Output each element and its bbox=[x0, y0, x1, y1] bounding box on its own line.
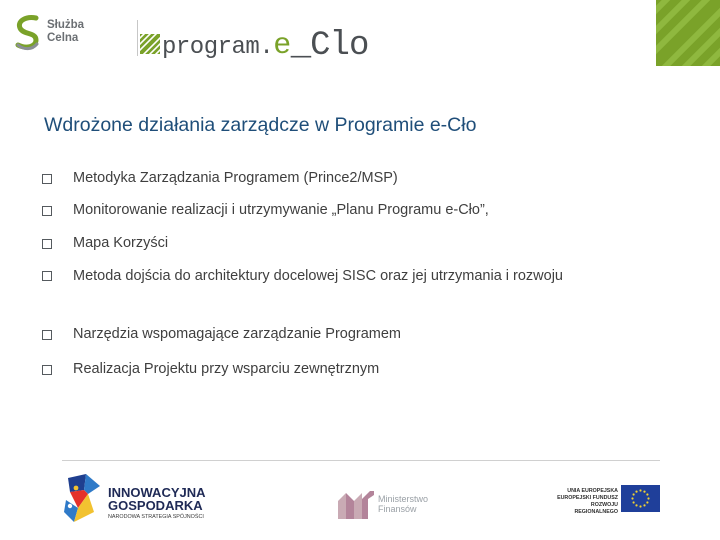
bullet-text: Mapa Korzyści bbox=[73, 235, 169, 251]
bullet-item bbox=[42, 361, 652, 378]
customs-service-name bbox=[47, 19, 84, 45]
bullet-item bbox=[42, 326, 652, 361]
striped-square-icon bbox=[140, 34, 160, 54]
customs-name-line2: Celna bbox=[47, 32, 79, 44]
bullet-list bbox=[42, 164, 652, 378]
program-logo-text bbox=[162, 26, 368, 64]
ministry-name-line1: Ministerstwo bbox=[378, 494, 429, 504]
eu-flag-icon bbox=[621, 485, 660, 512]
footer-divider bbox=[62, 460, 660, 461]
innovative-economy-name bbox=[108, 486, 206, 512]
customs-emblem-icon bbox=[14, 14, 44, 54]
square-bullet-icon bbox=[42, 174, 52, 184]
bullet-item bbox=[42, 262, 652, 325]
bullet-text: Metoda dojścia do architektury docelowej SISC oraz jej utrzymania i rozwoju bbox=[73, 268, 563, 284]
square-bullet-icon bbox=[42, 365, 52, 375]
innovative-economy-logo bbox=[64, 472, 232, 526]
customs-name-line1: Służba bbox=[47, 19, 85, 31]
slide-header bbox=[0, 0, 720, 72]
program-logo-prefix: program. bbox=[162, 34, 274, 61]
program-logo-clo: _Clo bbox=[290, 27, 369, 65]
innovative-economy-line1: INNOWACYJNA bbox=[108, 485, 206, 500]
ministry-name-line2: Finansów bbox=[378, 504, 417, 514]
square-bullet-icon bbox=[42, 206, 52, 216]
green-corner-square bbox=[656, 0, 720, 66]
program-logo-e: e bbox=[273, 29, 291, 63]
diagonal-stripes-pattern bbox=[656, 0, 720, 66]
customs-service-logo bbox=[14, 14, 114, 58]
innovative-economy-emblem-icon bbox=[64, 472, 104, 524]
innovative-economy-subtitle: NARODOWA STRATEGIA SPÓJNOŚCI bbox=[108, 514, 204, 520]
bullet-text: Monitorowanie realizacji i utrzymywanie „Planu Programu e-Cło”, bbox=[73, 202, 489, 218]
bullet-text: Narzędzia wspomagające zarządzanie Programem bbox=[73, 326, 402, 342]
bullet-text: Metodyka Zarządzania Programem (Prince2/MSP) bbox=[73, 170, 398, 186]
eu-fund-line1: UNIA EUROPEJSKA bbox=[567, 488, 618, 494]
ministry-name bbox=[378, 494, 428, 514]
eu-regional-fund-logo bbox=[548, 484, 662, 516]
bullet-text: Realizacja Projektu przy wsparciu zewnętrznym bbox=[73, 361, 380, 377]
bullet-item bbox=[42, 170, 652, 202]
header-divider bbox=[137, 20, 138, 56]
eu-fund-line2: EUROPEJSKI FUNDUSZ bbox=[557, 495, 618, 501]
ministry-of-finance-logo bbox=[336, 485, 446, 521]
innovative-economy-line2: GOSPODARKA bbox=[108, 498, 203, 513]
bullet-item bbox=[42, 202, 652, 235]
ministry-emblem-icon bbox=[336, 485, 376, 521]
eu-fund-name bbox=[548, 488, 618, 516]
square-bullet-icon bbox=[42, 271, 52, 281]
square-bullet-icon bbox=[42, 330, 52, 340]
slide-title: Wdrożone działania zarządcze w Programie e-Cło bbox=[44, 114, 477, 136]
square-bullet-icon bbox=[42, 239, 52, 249]
eu-fund-line3: ROZWOJU REGIONALNEGO bbox=[574, 502, 618, 515]
program-e-clo-logo bbox=[140, 12, 369, 65]
